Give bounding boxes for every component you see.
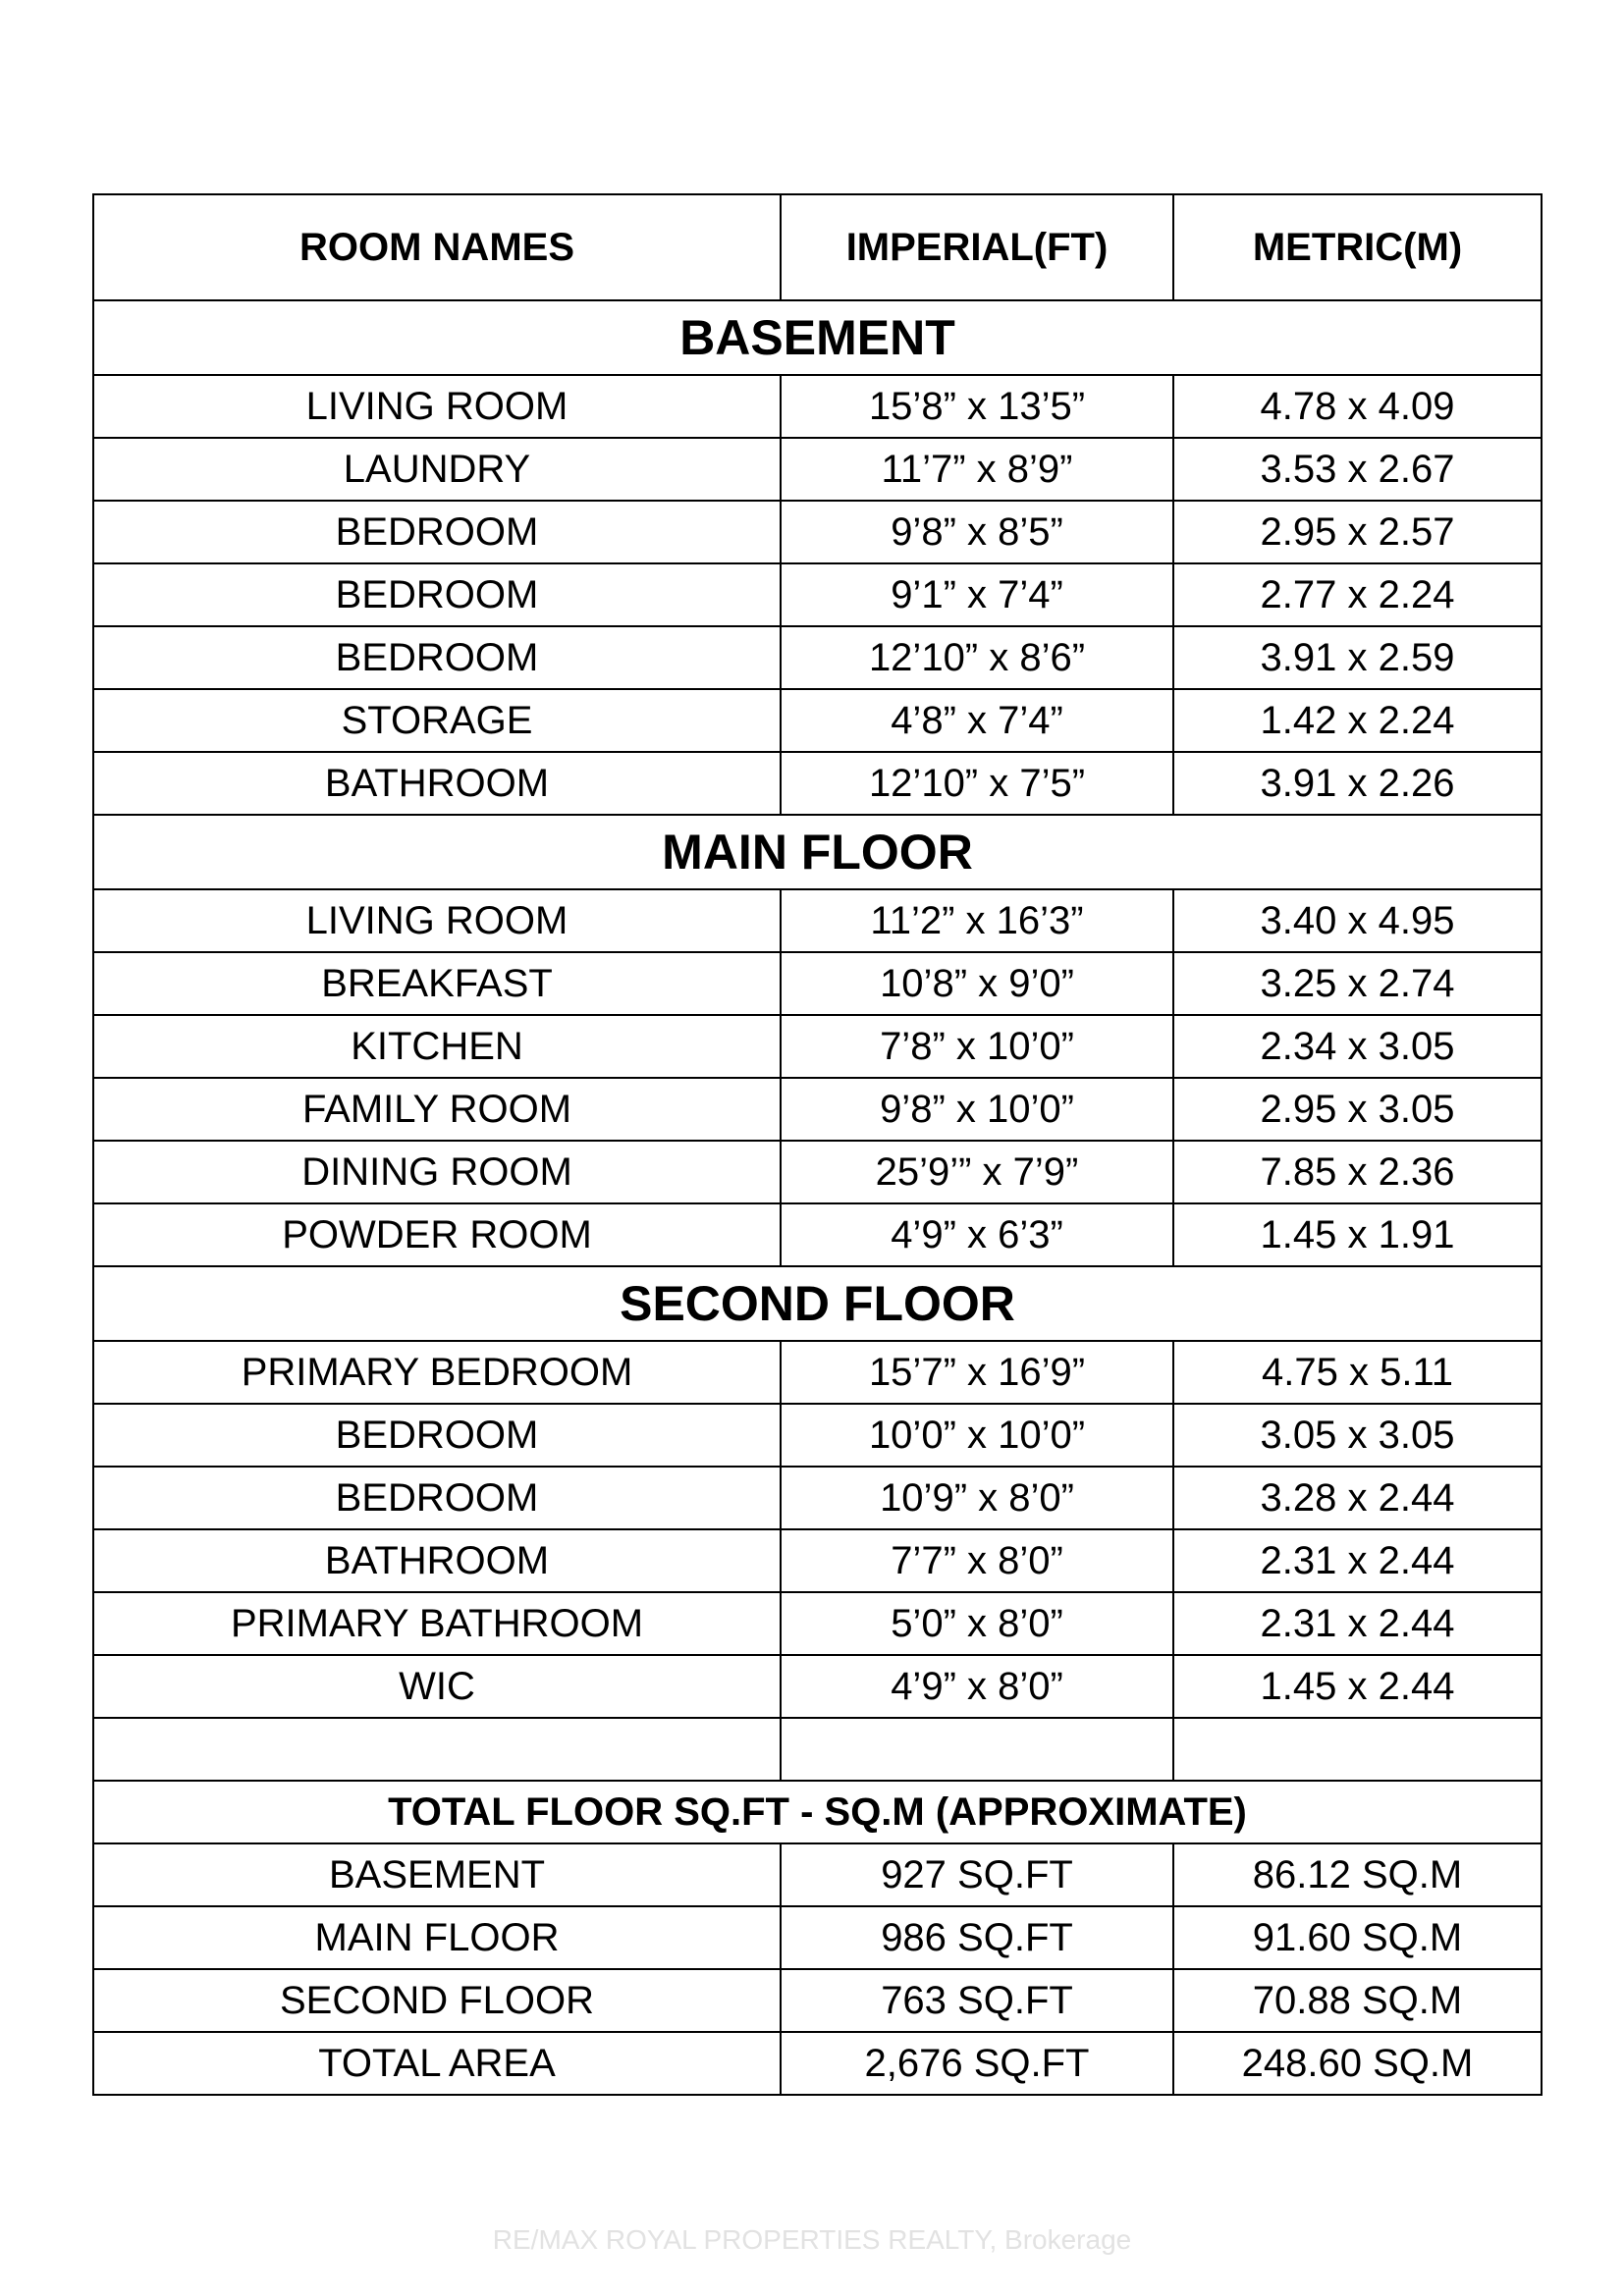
room-name: BEDROOM xyxy=(93,626,781,689)
total-label: BASEMENT xyxy=(93,1843,781,1906)
imperial-size: 9’8” x 10’0” xyxy=(781,1078,1173,1141)
totals-header-row xyxy=(93,1781,1542,1843)
room-name: KITCHEN xyxy=(93,1015,781,1078)
total-sqm: 248.60 SQ.M xyxy=(1173,2032,1542,2095)
total-sqm: 91.60 SQ.M xyxy=(1173,1906,1542,1969)
section-title: BASEMENT xyxy=(93,300,1542,375)
metric-size: 3.28 x 2.44 xyxy=(1173,1467,1542,1529)
room-name: BEDROOM xyxy=(93,563,781,626)
table-row xyxy=(93,752,1542,815)
header-imperial: IMPERIAL(FT) xyxy=(781,194,1173,300)
room-name: LAUNDRY xyxy=(93,438,781,501)
imperial-size: 9’1” x 7’4” xyxy=(781,563,1173,626)
total-sqft: 986 SQ.FT xyxy=(781,1906,1173,1969)
total-row xyxy=(93,1969,1542,2032)
blank-cell xyxy=(93,1718,781,1781)
header-room-names: ROOM NAMES xyxy=(93,194,781,300)
totals-title: TOTAL FLOOR SQ.FT - SQ.M (APPROXIMATE) xyxy=(93,1781,1542,1843)
room-name: BEDROOM xyxy=(93,1467,781,1529)
metric-size: 7.85 x 2.36 xyxy=(1173,1141,1542,1203)
total-row xyxy=(93,2032,1542,2095)
imperial-size: 10’8” x 9’0” xyxy=(781,952,1173,1015)
metric-size: 2.77 x 2.24 xyxy=(1173,563,1542,626)
metric-size: 3.91 x 2.26 xyxy=(1173,752,1542,815)
table-row xyxy=(93,689,1542,752)
table-row xyxy=(93,438,1542,501)
room-name: BATHROOM xyxy=(93,752,781,815)
section-title: MAIN FLOOR xyxy=(93,815,1542,889)
room-name: FAMILY ROOM xyxy=(93,1078,781,1141)
table-row xyxy=(93,501,1542,563)
table-row xyxy=(93,1467,1542,1529)
table-row xyxy=(93,1404,1542,1467)
total-label: MAIN FLOOR xyxy=(93,1906,781,1969)
table-row xyxy=(93,1341,1542,1404)
room-name: LIVING ROOM xyxy=(93,889,781,952)
imperial-size: 9’8” x 8’5” xyxy=(781,501,1173,563)
table-row xyxy=(93,375,1542,438)
brokerage-watermark: RE/MAX ROYAL PROPERTIES REALTY, Brokerage xyxy=(492,2224,1132,2255)
total-row xyxy=(93,1906,1542,1969)
header-row xyxy=(93,194,1542,300)
room-name: WIC xyxy=(93,1655,781,1718)
room-name: POWDER ROOM xyxy=(93,1203,781,1266)
room-name: STORAGE xyxy=(93,689,781,752)
section-basement xyxy=(93,300,1542,375)
table-row xyxy=(93,1655,1542,1718)
imperial-size: 7’7” x 8’0” xyxy=(781,1529,1173,1592)
header-metric: METRIC(M) xyxy=(1173,194,1542,300)
imperial-size: 4’9” x 8’0” xyxy=(781,1655,1173,1718)
imperial-size: 15’8” x 13’5” xyxy=(781,375,1173,438)
metric-size: 4.78 x 4.09 xyxy=(1173,375,1542,438)
imperial-size: 10’0” x 10’0” xyxy=(781,1404,1173,1467)
section-title: SECOND FLOOR xyxy=(93,1266,1542,1341)
section-main-floor xyxy=(93,815,1542,889)
imperial-size: 15’7” x 16’9” xyxy=(781,1341,1173,1404)
room-dimensions-table xyxy=(92,193,1543,2096)
room-name: LIVING ROOM xyxy=(93,375,781,438)
imperial-size: 4’9” x 6’3” xyxy=(781,1203,1173,1266)
imperial-size: 11’7” x 8’9” xyxy=(781,438,1173,501)
metric-size: 3.25 x 2.74 xyxy=(1173,952,1542,1015)
total-row xyxy=(93,1843,1542,1906)
imperial-size: 11’2” x 16’3” xyxy=(781,889,1173,952)
imperial-size: 5’0” x 8’0” xyxy=(781,1592,1173,1655)
metric-size: 3.91 x 2.59 xyxy=(1173,626,1542,689)
blank-cell xyxy=(1173,1718,1542,1781)
total-sqft: 927 SQ.FT xyxy=(781,1843,1173,1906)
metric-size: 3.53 x 2.67 xyxy=(1173,438,1542,501)
table-row xyxy=(93,1015,1542,1078)
blank-row xyxy=(93,1718,1542,1781)
imperial-size: 12’10” x 8’6” xyxy=(781,626,1173,689)
room-name: BEDROOM xyxy=(93,1404,781,1467)
table-row xyxy=(93,1141,1542,1203)
room-name: PRIMARY BATHROOM xyxy=(93,1592,781,1655)
blank-cell xyxy=(781,1718,1173,1781)
imperial-size: 4’8” x 7’4” xyxy=(781,689,1173,752)
metric-size: 4.75 x 5.11 xyxy=(1173,1341,1542,1404)
table-row xyxy=(93,626,1542,689)
metric-size: 3.05 x 3.05 xyxy=(1173,1404,1542,1467)
imperial-size: 25’9’” x 7’9” xyxy=(781,1141,1173,1203)
imperial-size: 12’10” x 7’5” xyxy=(781,752,1173,815)
total-sqm: 70.88 SQ.M xyxy=(1173,1969,1542,2032)
total-label: TOTAL AREA xyxy=(93,2032,781,2095)
table-row xyxy=(93,563,1542,626)
table-row xyxy=(93,1529,1542,1592)
total-sqft: 2,676 SQ.FT xyxy=(781,2032,1173,2095)
room-name: BATHROOM xyxy=(93,1529,781,1592)
metric-size: 1.45 x 1.91 xyxy=(1173,1203,1542,1266)
metric-size: 2.31 x 2.44 xyxy=(1173,1592,1542,1655)
section-second-floor xyxy=(93,1266,1542,1341)
table-row xyxy=(93,1078,1542,1141)
room-name: BREAKFAST xyxy=(93,952,781,1015)
total-sqm: 86.12 SQ.M xyxy=(1173,1843,1542,1906)
room-name: BEDROOM xyxy=(93,501,781,563)
total-sqft: 763 SQ.FT xyxy=(781,1969,1173,2032)
metric-size: 2.31 x 2.44 xyxy=(1173,1529,1542,1592)
metric-size: 1.42 x 2.24 xyxy=(1173,689,1542,752)
metric-size: 2.95 x 2.57 xyxy=(1173,501,1542,563)
room-name: PRIMARY BEDROOM xyxy=(93,1341,781,1404)
metric-size: 3.40 x 4.95 xyxy=(1173,889,1542,952)
imperial-size: 7’8” x 10’0” xyxy=(781,1015,1173,1078)
room-name: DINING ROOM xyxy=(93,1141,781,1203)
metric-size: 2.95 x 3.05 xyxy=(1173,1078,1542,1141)
table-row xyxy=(93,1203,1542,1266)
table-row xyxy=(93,889,1542,952)
metric-size: 1.45 x 2.44 xyxy=(1173,1655,1542,1718)
metric-size: 2.34 x 3.05 xyxy=(1173,1015,1542,1078)
table-row xyxy=(93,952,1542,1015)
imperial-size: 10’9” x 8’0” xyxy=(781,1467,1173,1529)
total-label: SECOND FLOOR xyxy=(93,1969,781,2032)
table-row xyxy=(93,1592,1542,1655)
